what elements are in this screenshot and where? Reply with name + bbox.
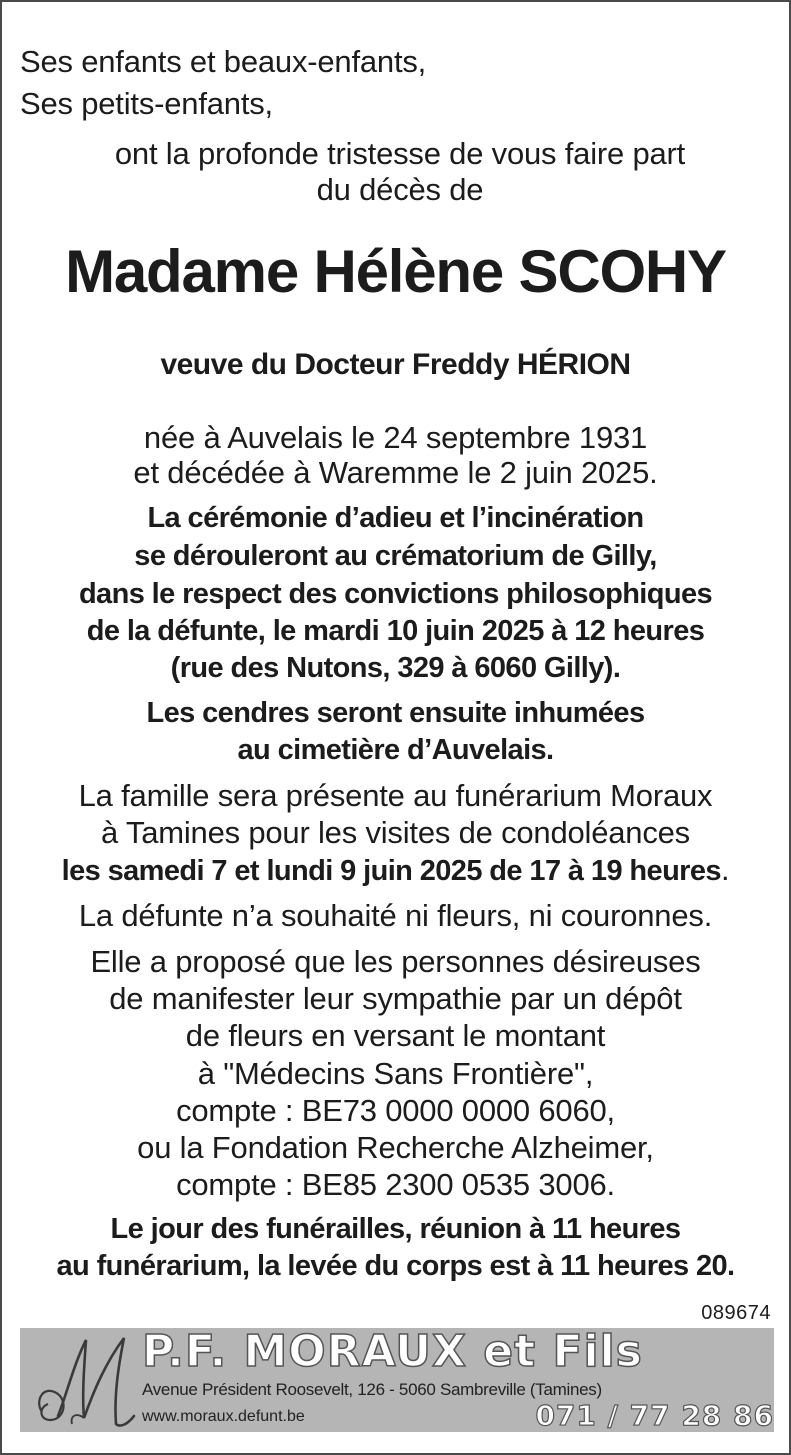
funeral-home-banner [20,1328,774,1432]
deceased-relation: veuve du Docteur Freddy HÉRION [160,348,631,381]
script-m-monogram-icon [24,1328,144,1432]
donation-account-line: compte : BE73 0000 0000 6060, [176,1093,615,1128]
donation-line: de manifester leur sympathie par un dépôt [109,981,682,1016]
reference-number: 089674 [701,1302,771,1324]
donation-account-line: compte : BE85 2300 0535 3006. [176,1167,615,1202]
ashes-line: au cimetière d’Auvelais. [237,734,554,766]
header-line-deces: du décès de [316,172,484,207]
deceased-name: Madame Hélène SCOHY [65,238,726,305]
funeral-home-website[interactable]: www.moraux.defunt.be [142,1408,305,1425]
header-line-grandchildren: Ses petits-enfants, [20,86,273,121]
visits-line: La famille sera présente au funérarium Moraux [78,778,713,813]
donation-line: ou la Fondation Recherche Alzheimer, [137,1130,654,1165]
ceremony-line: dans le respect des convictions philosophiques [78,578,713,610]
donation-line: à "Médecins Sans Frontière", [197,1056,594,1091]
visits-dates-line [2,854,789,886]
visits-dates: les samedi 7 et lundi 9 juin 2025 de 17 à 19 heures [61,855,721,887]
death-line: et décédée à Waremme le 2 juin 2025. [133,455,658,490]
ceremony-line: de la défunte, le mardi 10 juin 2025 à 12 heures [86,615,705,647]
donation-line: de fleurs en versant le montant [185,1018,606,1053]
funeral-home-name: P.F. MORAUX et Fils [142,1328,643,1377]
donation-line: Elle a proposé que les personnes désireuses [90,944,701,979]
visits-dates-period: . [720,852,730,887]
funeral-day-line: au funérarium, la levée du corps est à 11 heures 20. [56,1250,735,1282]
ceremony-line: se dérouleront au crématorium de Gilly, [134,540,657,572]
header-line-announcement: ont la profonde tristesse de vous faire part [114,136,686,171]
ashes-line: Les cendres seront ensuite inhumées [146,697,645,729]
funeral-home-address: Avenue Président Roosevelt, 126 - 5060 Sambreville (Tamines) [142,1380,602,1399]
funeral-home-phone: 071 / 77 28 86 [535,1399,774,1432]
ceremony-line: (rue des Nutons, 329 à 6060 Gilly). [170,652,621,684]
flowers-line: La défunte n’a souhaité ni fleurs, ni couronnes. [78,898,713,933]
visits-line: à Tamines pour les visites de condoléances [101,815,690,850]
birth-line: née à Auvelais le 24 septembre 1931 [143,420,648,455]
ceremony-line: La cérémonie d’adieu et l’incinération [147,502,644,534]
header-line-children: Ses enfants et beaux-enfants, [20,44,427,79]
funeral-day-line: Le jour des funérailles, réunion à 11 heures [110,1213,681,1245]
